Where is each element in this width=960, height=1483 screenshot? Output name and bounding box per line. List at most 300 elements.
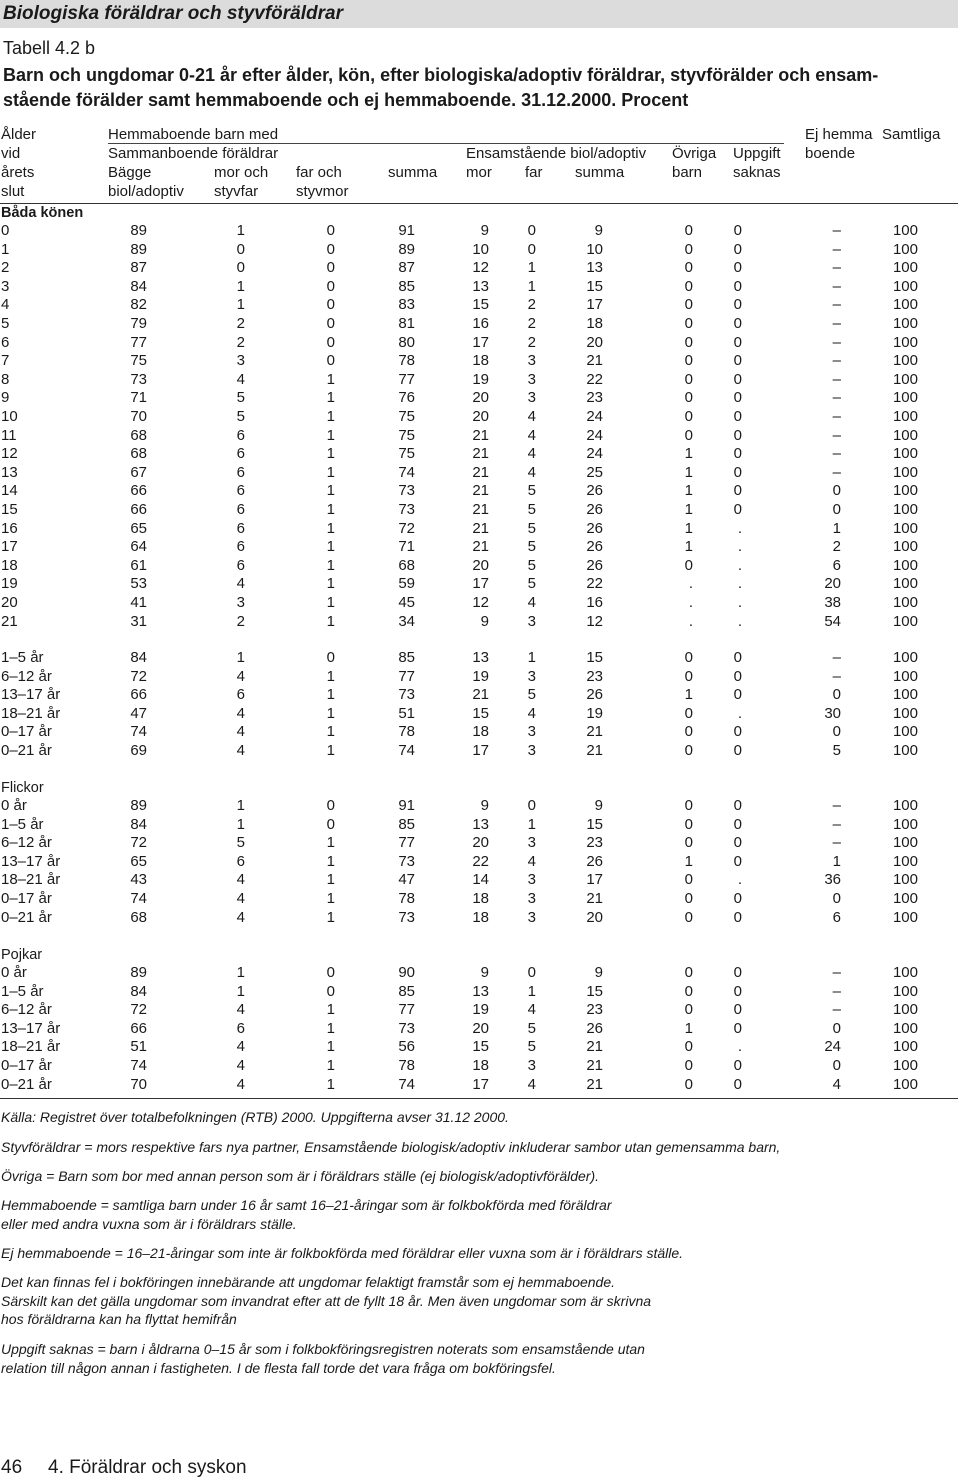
table-cell: 23 xyxy=(586,834,603,852)
table-cell: 2 xyxy=(527,296,536,314)
table-cell: 47 xyxy=(398,871,415,889)
table-cell: 0 xyxy=(326,649,335,666)
table-cell: 68 xyxy=(398,556,415,574)
table-cell: 4 xyxy=(527,704,536,722)
table-cell: 0 xyxy=(733,240,742,258)
table-cell: 2 xyxy=(236,333,245,351)
table-cell: 68 xyxy=(130,908,147,926)
table-row xyxy=(0,686,960,705)
row-label: 1–5 år xyxy=(1,649,44,666)
table-cell: 0 xyxy=(684,1057,693,1074)
table-cell: 21 xyxy=(586,1057,603,1074)
note-line: relation till någon annan i fastigheten. I de flesta fall torde det vara fråga om bokföringsfel. xyxy=(1,1359,556,1376)
note-line: Källa: Registret över totalbefolkningen (RTB) 2000. Uppgifterna avser 31.12 2000. xyxy=(1,1109,509,1125)
table-cell: 75 xyxy=(398,408,415,425)
table-cell: 0 xyxy=(326,296,335,314)
table-cell: 21 xyxy=(472,445,489,463)
table-cell: 77 xyxy=(398,667,415,685)
table-cell: 0 xyxy=(733,908,742,926)
note-paragraph xyxy=(1,1340,645,1377)
table-cell: 1 xyxy=(326,501,335,518)
table-cell: 0 xyxy=(832,501,841,518)
header-samtliga: Samtliga xyxy=(882,126,941,143)
table-cell: 21 xyxy=(472,482,489,500)
row-label: 1 xyxy=(1,240,10,258)
table-bottom-rule xyxy=(0,1098,958,1099)
table-cell: 73 xyxy=(398,482,415,500)
table-cell: 100 xyxy=(892,704,918,722)
table-cell: 1 xyxy=(236,797,245,814)
table-cell: 21 xyxy=(586,723,603,741)
table-cell: 0 xyxy=(733,445,742,463)
table-cell: 78 xyxy=(398,352,415,370)
table-cell: 21 xyxy=(586,1038,603,1056)
table-cell: 100 xyxy=(892,389,918,407)
header-mor-och: mor och xyxy=(214,164,269,181)
table-cell: 19 xyxy=(586,704,603,722)
table-cell: 73 xyxy=(398,1019,415,1037)
table-cell: 0 xyxy=(733,1019,742,1037)
table-cell: 26 xyxy=(586,1019,603,1037)
table-cell: 1 xyxy=(326,1019,335,1037)
table-cell: 0 xyxy=(684,333,693,351)
table-cell: 0 xyxy=(684,352,693,370)
table-cell: 0 xyxy=(684,370,693,388)
table-cell: 1 xyxy=(326,1038,335,1056)
row-label: 0–21 år xyxy=(1,742,52,759)
table-cell: 0 xyxy=(326,259,335,277)
row-label: 14 xyxy=(1,482,18,500)
table-cell: 22 xyxy=(586,370,603,388)
table-cell: 15 xyxy=(472,704,489,722)
table-cell: 17 xyxy=(472,742,489,759)
note-line: Styvföräldrar = mors respektive fars nya partner, Ensamstående biologisk/adoptiv inkluderar sambor utan gemensamma barn, xyxy=(1,1139,781,1155)
table-cell: 100 xyxy=(892,519,918,537)
table-cell: 0 xyxy=(326,964,335,981)
table-cell: – xyxy=(832,222,841,239)
table-cell: 17 xyxy=(472,333,489,351)
table-cell: 100 xyxy=(892,501,918,518)
table-cell: 15 xyxy=(586,277,603,295)
table-cell: 6 xyxy=(832,908,841,926)
table-cell: – xyxy=(832,445,841,463)
table-cell: 0 xyxy=(684,240,693,258)
table-cell: 4 xyxy=(832,1075,841,1093)
table-cell: 77 xyxy=(398,834,415,852)
table-cell: 1 xyxy=(326,890,335,907)
table-cell: 1 xyxy=(684,1019,693,1037)
table-cell: 0 xyxy=(684,649,693,666)
table-cell: 100 xyxy=(892,908,918,926)
table-cell: 6 xyxy=(236,1019,245,1037)
table-cell: 100 xyxy=(892,742,918,759)
table-cell: 6 xyxy=(236,519,245,537)
table-cell: 9 xyxy=(480,797,489,814)
table-cell: 1 xyxy=(684,538,693,556)
row-label: 13–17 år xyxy=(1,1019,61,1037)
table-cell: 65 xyxy=(130,519,147,537)
table-cell: 26 xyxy=(586,482,603,500)
table-cell: 72 xyxy=(130,667,147,685)
table-cell: 70 xyxy=(130,1075,147,1093)
note-line: hos föräldrarna kan ha flyttat hemifrån xyxy=(1,1311,237,1327)
table-cell: 100 xyxy=(892,686,918,704)
row-label: 17 xyxy=(1,538,18,556)
table-row xyxy=(0,464,960,483)
table-cell: 20 xyxy=(586,908,603,926)
table-cell: 18 xyxy=(472,352,489,370)
table-cell: 5 xyxy=(236,389,245,407)
table-cell: 26 xyxy=(586,519,603,537)
table-cell: 100 xyxy=(892,352,918,370)
table-cell: 26 xyxy=(586,686,603,704)
table-cell: – xyxy=(832,667,841,685)
header-underline xyxy=(108,143,784,144)
table-cell: 0 xyxy=(326,797,335,814)
table-cell: . xyxy=(737,538,742,556)
row-label: 8 xyxy=(1,370,10,388)
table-cell: 5 xyxy=(527,556,536,574)
header-alder: Ålder xyxy=(1,126,37,143)
table-cell: 0 xyxy=(684,797,693,814)
table-cell: 53 xyxy=(130,575,147,593)
table-cell: – xyxy=(832,333,841,351)
table-cell: 0 xyxy=(733,482,742,500)
table-cell: 74 xyxy=(130,723,147,741)
table-cell: – xyxy=(832,352,841,370)
table-cell: 0 xyxy=(326,352,335,370)
table-cell: 0 xyxy=(733,259,742,277)
table-cell: 0 xyxy=(684,871,693,889)
table-cell: 70 xyxy=(130,408,147,425)
row-label: 21 xyxy=(1,612,18,630)
table-cell: 83 xyxy=(398,296,415,314)
table-cell: 78 xyxy=(398,1057,415,1074)
header-uppgift: Uppgift xyxy=(733,145,781,162)
table-number: Tabell 4.2 b xyxy=(3,38,96,58)
row-label: 6–12 år xyxy=(1,834,52,852)
table-cell: 19 xyxy=(472,1001,489,1019)
table-cell: 73 xyxy=(398,501,415,518)
table-cell: 73 xyxy=(398,852,415,870)
table-cell: 0 xyxy=(684,315,693,332)
table-cell: 3 xyxy=(527,908,536,926)
table-cell: 18 xyxy=(472,723,489,741)
table-row xyxy=(0,668,960,687)
header-ovriga: barn xyxy=(672,164,703,181)
table-cell: – xyxy=(832,296,841,314)
table-cell: 1 xyxy=(684,501,693,518)
table-cell: 68 xyxy=(130,445,147,463)
table-cell: 2 xyxy=(236,612,245,630)
table-cell: 5 xyxy=(527,1019,536,1037)
table-cell: 0 xyxy=(684,982,693,1000)
table-cell: 84 xyxy=(130,815,147,833)
table-cell: 1 xyxy=(326,852,335,870)
table-cell: 0 xyxy=(326,333,335,351)
table-cell: . xyxy=(688,575,693,593)
header-mor: mor xyxy=(466,164,492,181)
table-row xyxy=(0,1020,960,1039)
table-cell: 85 xyxy=(398,277,415,295)
table-cell: – xyxy=(832,964,841,981)
table-cell: 1 xyxy=(832,519,841,537)
table-cell: 4 xyxy=(527,1075,536,1093)
table-cell: 17 xyxy=(586,871,603,889)
table-row xyxy=(0,890,960,909)
header-rule xyxy=(0,203,958,204)
table-cell: 0 xyxy=(733,333,742,351)
table-cell: 1 xyxy=(326,482,335,500)
table-cell: 38 xyxy=(824,594,841,611)
table-cell: 75 xyxy=(130,352,147,370)
table-cell: 78 xyxy=(398,890,415,907)
note-line: Särskilt kan det gälla ungdomar som invandrat efter att de fyllt 18 år. Men även ungdomar som är skrivna xyxy=(1,1292,652,1309)
table-cell: 4 xyxy=(236,575,245,593)
table-cell: 0 xyxy=(733,463,742,481)
row-label: 0 år xyxy=(1,797,27,814)
table-cell: 100 xyxy=(892,408,918,425)
table-cell: 13 xyxy=(472,277,489,295)
table-row xyxy=(0,1057,960,1076)
row-label: 0–21 år xyxy=(1,1075,52,1093)
note-line: eller med andra vuxna som är i föräldrars ställe. xyxy=(1,1215,297,1232)
table-row xyxy=(0,853,960,872)
table-cell: 1 xyxy=(326,1075,335,1093)
table-cell: 5 xyxy=(236,834,245,852)
table-cell: 21 xyxy=(472,426,489,444)
row-label: 16 xyxy=(1,519,18,537)
row-label: 18–21 år xyxy=(1,871,61,889)
table-cell: 0 xyxy=(684,742,693,759)
section-band xyxy=(0,0,958,28)
header-ensamstaende: Ensamstående biol/adoptiv xyxy=(466,145,647,162)
table-cell: . xyxy=(737,556,742,574)
table-cell: 25 xyxy=(586,463,603,481)
table-cell: 100 xyxy=(892,1001,918,1019)
table-cell: 0 xyxy=(684,1001,693,1019)
table-cell: 45 xyxy=(398,594,415,611)
table-cell: 1 xyxy=(326,742,335,759)
table-cell: 100 xyxy=(892,556,918,574)
table-cell: 100 xyxy=(892,222,918,239)
note-paragraph xyxy=(1,1196,611,1233)
note-line: Uppgift saknas = barn i åldrarna 0–15 år som i folkbokföringsregistren noterats som ensamstående utan xyxy=(1,1341,645,1357)
note-paragraph xyxy=(1,1273,651,1329)
table-cell: 71 xyxy=(398,538,415,556)
table-cell: 5 xyxy=(236,408,245,425)
table-cell: 3 xyxy=(527,667,536,685)
table-cell: 1 xyxy=(326,871,335,889)
table-cell: 0 xyxy=(326,277,335,295)
table-cell: – xyxy=(832,797,841,814)
table-cell: 1 xyxy=(236,964,245,981)
row-label: 0–17 år xyxy=(1,890,52,907)
table-row xyxy=(0,797,960,816)
table-cell: 9 xyxy=(594,222,603,239)
table-cell: – xyxy=(832,259,841,277)
table-cell: 1 xyxy=(527,815,536,833)
table-cell: 0 xyxy=(832,1057,841,1074)
table-cell: 100 xyxy=(892,982,918,1000)
row-label: 18–21 år xyxy=(1,1038,61,1056)
table-cell: 0 xyxy=(326,222,335,239)
table-cell: 1 xyxy=(832,852,841,870)
table-cell: 100 xyxy=(892,333,918,351)
table-cell: – xyxy=(832,240,841,258)
table-cell: 84 xyxy=(130,982,147,1000)
table-cell: . xyxy=(737,519,742,537)
table-cell: 0 xyxy=(733,667,742,685)
table-cell: 3 xyxy=(527,871,536,889)
table-cell: 5 xyxy=(527,686,536,704)
table-cell: 1 xyxy=(326,686,335,704)
table-cell: 1 xyxy=(684,463,693,481)
table-row xyxy=(0,408,960,427)
table-cell: 0 xyxy=(684,815,693,833)
table-cell: 0 xyxy=(733,352,742,370)
table-row xyxy=(0,296,960,315)
note-paragraph xyxy=(1,1108,509,1127)
table-cell: 4 xyxy=(236,1075,245,1093)
row-label: 0 år xyxy=(1,964,27,981)
table-cell: 18 xyxy=(586,315,603,332)
table-cell: 1 xyxy=(326,723,335,741)
table-cell: 0 xyxy=(733,277,742,295)
table-cell: 100 xyxy=(892,723,918,741)
row-label: 13 xyxy=(1,463,18,481)
table-cell: 3 xyxy=(527,352,536,370)
table-cell: 2 xyxy=(832,538,841,556)
table-row xyxy=(0,389,960,408)
table-cell: 89 xyxy=(130,222,147,239)
table-cell: 84 xyxy=(130,649,147,666)
table-cell: 20 xyxy=(472,408,489,425)
table-cell: 74 xyxy=(398,463,415,481)
table-cell: 3 xyxy=(527,389,536,407)
table-cell: 82 xyxy=(130,296,147,314)
table-row xyxy=(0,427,960,446)
table-row xyxy=(0,575,960,594)
table-row xyxy=(0,315,960,334)
table-cell: 73 xyxy=(398,908,415,926)
note-line: Hemmaboende = samtliga barn under 16 år samt 16–21-åringar som är folkbokförda med föräldrar xyxy=(1,1197,612,1213)
table-cell: 89 xyxy=(130,964,147,981)
table-cell: 20 xyxy=(472,834,489,852)
table-cell: 15 xyxy=(472,296,489,314)
table-cell: 1 xyxy=(684,445,693,463)
table-cell: 89 xyxy=(398,240,415,258)
table-cell: 66 xyxy=(130,501,147,518)
table-cell: 0 xyxy=(684,222,693,239)
table-cell: 2 xyxy=(527,333,536,351)
table-cell: 20 xyxy=(472,556,489,574)
table-cell: . xyxy=(737,594,742,611)
table-cell: 4 xyxy=(236,667,245,685)
table-cell: 0 xyxy=(527,240,536,258)
table-row xyxy=(0,983,960,1002)
table-cell: 15 xyxy=(472,1038,489,1056)
note-line: Det kan finnas fel i bokföringen innebärande att ungdomar felaktigt framstår som ej hemmaboende. xyxy=(1,1274,616,1290)
row-label: 13–17 år xyxy=(1,852,61,870)
table-cell: 67 xyxy=(130,463,147,481)
table-cell: 22 xyxy=(472,852,489,870)
header-hemmaboende: Hemmaboende barn med xyxy=(108,126,279,143)
table-cell: 17 xyxy=(472,1075,489,1093)
table-cell: 1 xyxy=(684,852,693,870)
table-row xyxy=(0,742,960,761)
table-cell: 47 xyxy=(130,704,147,722)
table-cell: 73 xyxy=(398,686,415,704)
header-far: far xyxy=(525,164,543,181)
table-cell: 4 xyxy=(527,445,536,463)
header-alder: slut xyxy=(1,183,25,200)
table-cell: 3 xyxy=(527,723,536,741)
table-cell: 24 xyxy=(586,426,603,444)
table-cell: 1 xyxy=(326,445,335,463)
table-cell: 0 xyxy=(527,964,536,981)
table-cell: 71 xyxy=(130,389,147,407)
table-cell: 5 xyxy=(527,575,536,593)
table-cell: 1 xyxy=(326,426,335,444)
table-row xyxy=(0,723,960,742)
table-cell: 1 xyxy=(326,612,335,630)
header-bagge: Bägge xyxy=(108,164,152,181)
table-cell: 16 xyxy=(586,594,603,611)
table-cell: 100 xyxy=(892,852,918,870)
table-cell: . xyxy=(737,575,742,593)
table-cell: 21 xyxy=(586,352,603,370)
group-label: Pojkar xyxy=(1,947,43,963)
table-cell: 5 xyxy=(527,519,536,537)
table-cell: 78 xyxy=(398,723,415,741)
table-cell: 1 xyxy=(684,519,693,537)
table-cell: 23 xyxy=(586,1001,603,1019)
table-cell: 100 xyxy=(892,296,918,314)
table-cell: 4 xyxy=(527,408,536,425)
header-summa: summa xyxy=(388,164,438,181)
table-cell: 0 xyxy=(684,389,693,407)
table-cell: 100 xyxy=(892,1019,918,1037)
table-cell: 1 xyxy=(326,594,335,611)
table-cell: 1 xyxy=(527,649,536,666)
header-alder: vid xyxy=(1,145,21,162)
table-cell: 6 xyxy=(236,426,245,444)
table-cell: 87 xyxy=(398,259,415,277)
table-cell: 21 xyxy=(586,742,603,759)
table-cell: 100 xyxy=(892,964,918,981)
table-cell: 1 xyxy=(326,575,335,593)
table-cell: 4 xyxy=(236,1057,245,1074)
table-cell: 1 xyxy=(527,259,536,277)
row-label: 6 xyxy=(1,333,10,351)
table-cell: 0 xyxy=(733,426,742,444)
table-cell: 4 xyxy=(527,426,536,444)
table-cell: 0 xyxy=(733,815,742,833)
table-cell: 3 xyxy=(527,370,536,388)
table-cell: 1 xyxy=(326,834,335,852)
table-row xyxy=(0,705,960,724)
table-cell: 100 xyxy=(892,667,918,685)
table-cell: 24 xyxy=(586,445,603,463)
table-cell: 100 xyxy=(892,797,918,814)
table-cell: 1 xyxy=(326,538,335,556)
table-cell: 1 xyxy=(326,408,335,425)
table-cell: 0 xyxy=(684,296,693,314)
table-cell: 10 xyxy=(586,240,603,258)
table-cell: 74 xyxy=(130,890,147,907)
table-cell: 72 xyxy=(130,1001,147,1019)
